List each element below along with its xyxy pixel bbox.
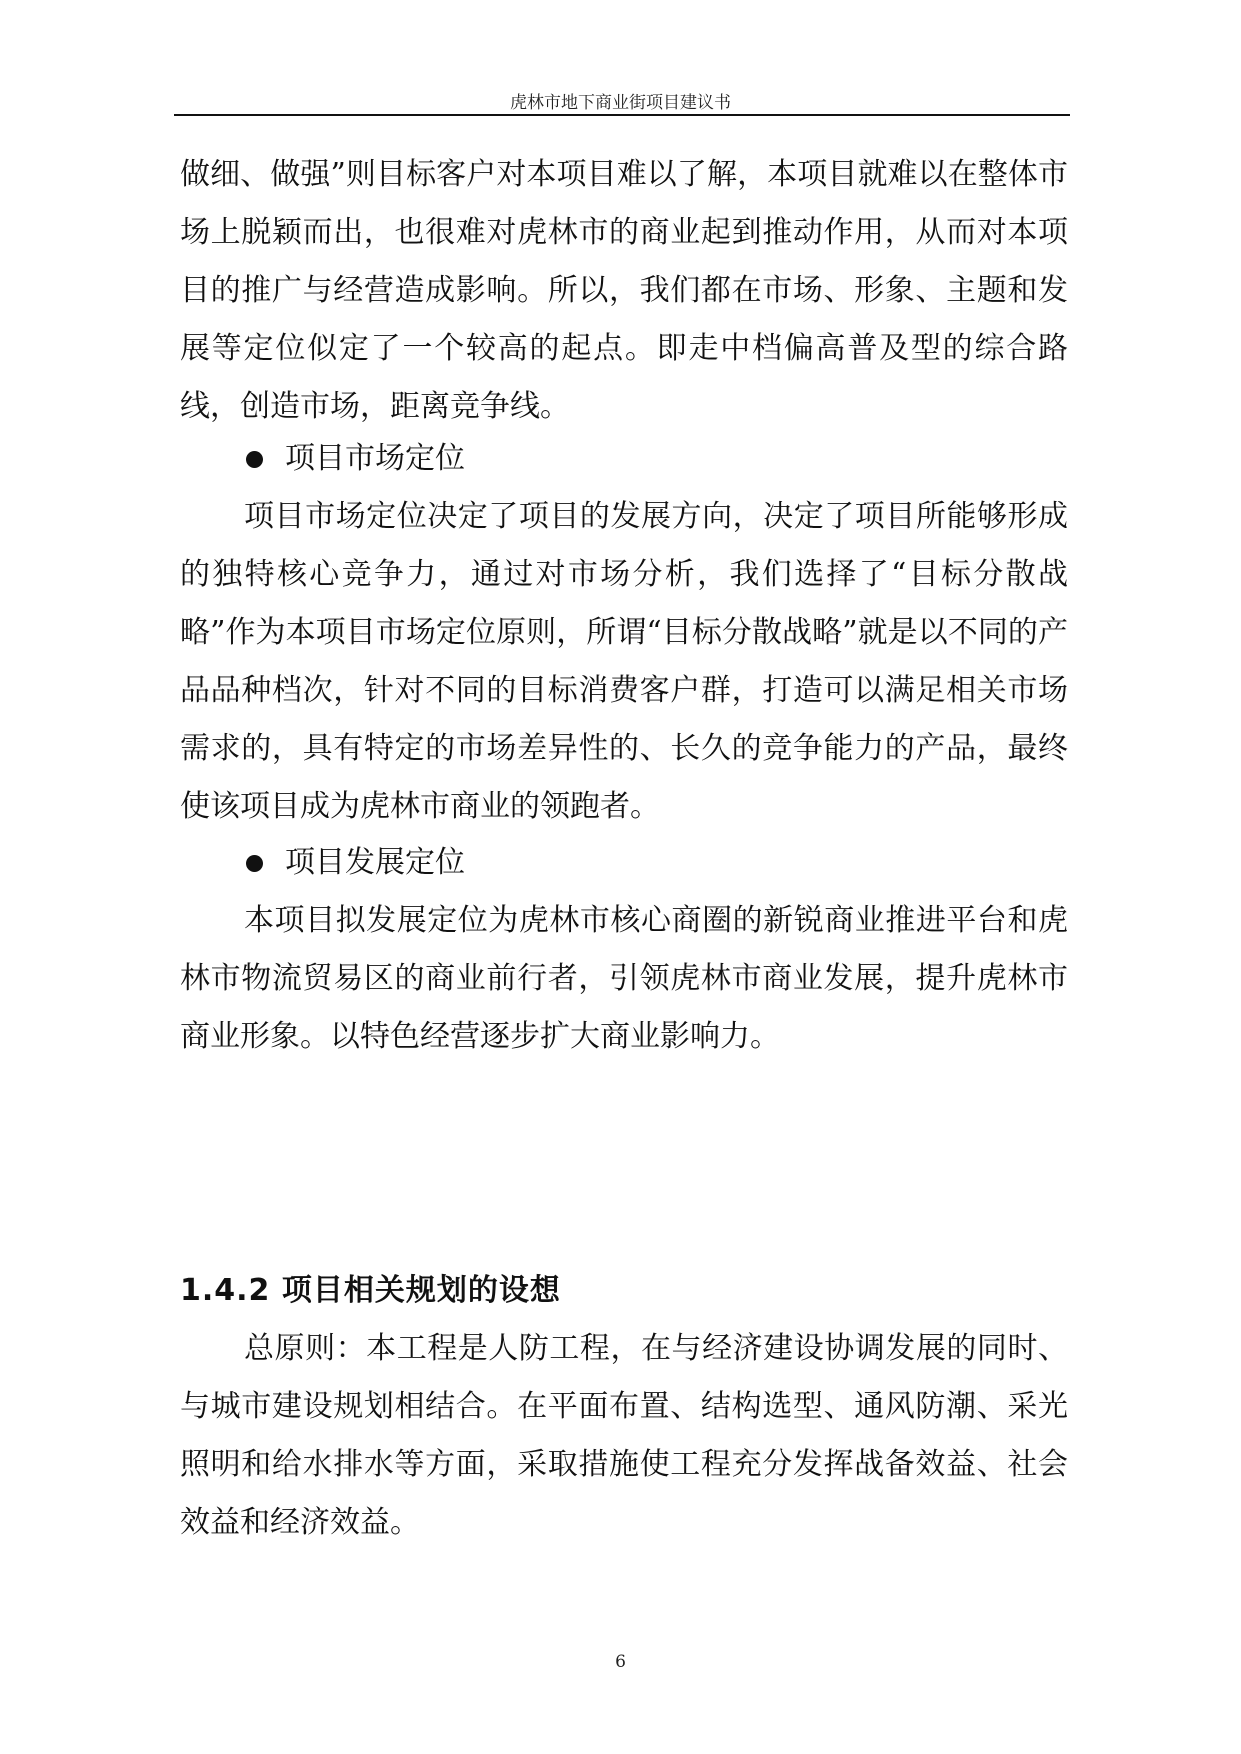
section-heading: 1.4.2 项目相关规划的设想 — [180, 1273, 561, 1308]
running-header: 虎林市地下商业街项目建议书 — [510, 93, 731, 113]
bullet-heading-market-positioning — [246, 430, 465, 488]
body-paragraph: 本项目拟发展定位为虎林市核心商圈的新锐商业推进平台和虎林市物流贸易区的商业前行者，引领虎林市商业发展，提升虎林市商业形象。以特色经营逐步扩大商业影响力。 — [180, 903, 1068, 1054]
header-divider — [174, 114, 1070, 116]
bullet-heading-text: 项目发展定位 — [285, 845, 465, 880]
page-number: 6 — [615, 1652, 626, 1672]
bullet-heading-development-positioning — [246, 834, 465, 892]
body-paragraph: 总原则：本工程是人防工程，在与经济建设协调发展的同时、与城市建设规划相结合。在平面布置、结构选型、通风防潮、采光照明和给水排水等方面，采取措施使工程充分发挥战备效益、社会效益和经济效益。 — [180, 1331, 1068, 1540]
body-paragraph: 做细、做强”则目标客户对本项目难以了解，本项目就难以在整体市场上脱颖而出，也很难对虎林市的商业起到推动作用，从而对本项目的推广与经营造成影响。所以，我们都在市场、形象、主题和发展等定位似定了一个较高的起点。即走中档偏高普及型的综合路线，创造市场，距离竞争线。 — [180, 157, 1068, 424]
bullet-icon — [246, 855, 263, 872]
bullet-icon — [246, 451, 263, 468]
bullet-heading-text: 项目市场定位 — [285, 441, 465, 476]
body-paragraph: 项目市场定位决定了项目的发展方向，决定了项目所能够形成的独特核心竞争力，通过对市场分析，我们选择了“目标分散战略”作为本项目市场定位原则，所谓“目标分散战略”就是以不同的产品品种档次，针对不同的目标消费客户群，打造可以满足相关市场需求的，具有特定的市场差异性的、长久的竞争能力的产品，最终使该项目成为虎林市商业的领跑者。 — [180, 499, 1068, 824]
